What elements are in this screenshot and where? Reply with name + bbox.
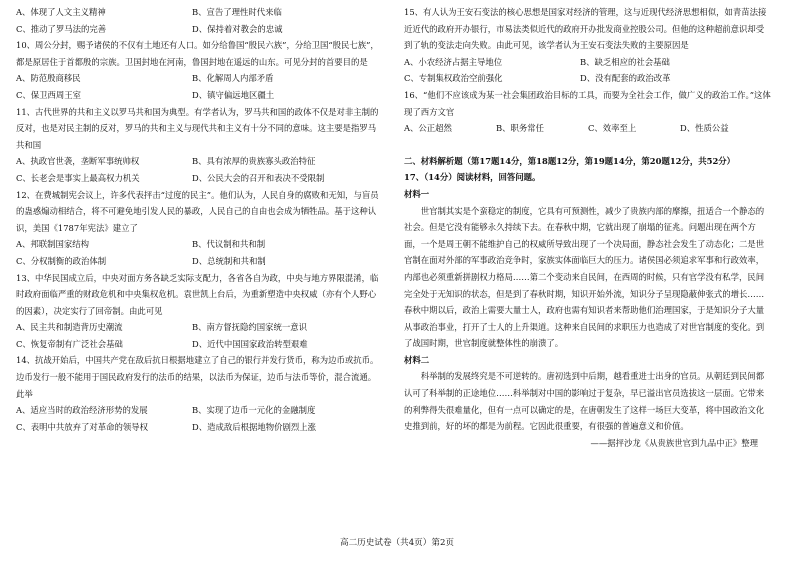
q13-options — [16, 319, 384, 352]
q14-option-d: D、造成敌后根据地物价剧烈上涨 — [192, 421, 316, 432]
q10-option-c: C、保卫西周王室 — [16, 89, 82, 100]
q12-option-d: D、总统制和共和制 — [192, 255, 266, 266]
q11-option-b: B、具有浓厚的贵族寡头政治特征 — [192, 156, 316, 167]
q10-stem: 10、周公分封，赐予诸侯的不仅有土地还有人口。如分给鲁国“殷民六族”，分给卫国“殷民七族”，都是原居住于首都殷的宗族。卫国封地在河南，鲁国封地在遥远的山东。可见分封的首要目的是 — [16, 40, 379, 67]
q11-option-c: C、长老会是事实上最高权力机关 — [16, 172, 140, 183]
q12-stem: 12、在费城制宪会议上，许多代表抨击“过度的民主”。他们认为，人民自身的腐败和无知，与盲员的蛊惑煽动相结合，将不可避免地引发人民的暴政，人民自己的自由也会成为牺牲品。基于这种认识，美国《1787年宪法》建立了 — [16, 189, 379, 233]
q10-options — [16, 70, 384, 103]
material-two-text: 科举制的发展终究是不可逆转的。唐初选到中后期，越看重进士出身的官员。从朝廷到民间都认可了科举制的正途地位……科举制对中国的影响过于复杂，早已溢出官员选拔这一层面。它带来的利弊得失很难量化，但有一点可以确定的是，在唐朝发生了这样一场巨大变革，将中国政治文化史推到前，好的坏的都是为前程。它因此很重要，有很强的普遍意义和价值。 — [404, 371, 765, 432]
q14-options — [16, 402, 384, 435]
q12-option-b: B、代议制和共和制 — [192, 239, 266, 250]
q9-option-a: A、体现了人文主义精神 — [16, 7, 106, 17]
material-two-source: ——据抨沙龙《从贵族世官到九品中正》整理 — [590, 437, 758, 448]
q15-option-b: B、缺乏相应的社会基础 — [580, 56, 670, 67]
q15-option-a: A、小农经济占据主导地位 — [404, 56, 503, 67]
q13-option-a: A、民主共和制造背历史潮流 — [16, 322, 123, 333]
q9-options — [16, 4, 384, 37]
q11-option-a: A、执政官世袭，垄断军事统帅权 — [16, 156, 140, 167]
q16-option-a: A、公正超然 — [404, 123, 452, 134]
right-column — [404, 4, 772, 451]
q14-option-b: B、实现了边币一元化的金融制度 — [192, 405, 316, 416]
q11-option-d: D、公民大会的召开和表决不受限制 — [192, 172, 325, 183]
q15-option-c: C、专制集权政治空前强化 — [404, 73, 503, 84]
q12-option-c: C、分权制衡的政治体制 — [16, 255, 107, 266]
q15-stem: 15、有人认为王安石变法的核心思想是国家对经济的管理，这与近现代经济思想相似，如青苗法接近近代的政府开办银行，市易法类似近代的政府开办批发商业控股公司。但他的这种超前意识却受到了轨的变法走向失败。由此可见，该学者认为王安石变法失败的主要原因是 — [404, 7, 767, 51]
left-column — [16, 4, 384, 435]
material-one-text: 世官制其实是个蛮稳定的制度，它具有可预测性，减少了贵族内部的摩擦，扭适合一个静态的社会。但是它没有能够永久持续下去。在春秋中期，它就出现了崩塌的征兆。问题出现在两个方面，一个是周王朝不能维护自己的权威所导致出现了一个决局面，静态社会发生了动态化；二是世官制在面对外部的军事政治竞争时，家族实体面临巨大的压力。诸侯国必须追求军事和行政效率，内部也必须重新拼剧权力格局……第二个变动来自民间，在西周的时候，只有官学没有私学，民间完全处于无知识的状态，但是到了春秋时期，知识开始外流，知识分子呈现隐蔽伸张式的增长……春秋中期以后，政治上需要大量士人，政府也需有知识者来帮助他们治理国家，于是知识分子大量从事政治事业，打开了士人的上升渠道。这种来自民间的求职压力也造成了对世官制度的变化。到了战国时期，世官制度就整体性的崩溃了。 — [404, 205, 765, 349]
q10-option-a: A、防范殷商移民 — [16, 73, 81, 84]
q17-heading: 17、（14分）阅读材料，回答问题。 — [404, 172, 541, 183]
q10-option-d: D、镇守偏远地区疆土 — [192, 89, 275, 100]
q9-option-c: C、推动了罗马法的完善 — [16, 23, 107, 34]
q16-options — [404, 120, 772, 137]
q12-option-a: A、邦联制国家结构 — [16, 239, 90, 250]
q9-option-b: B、宣告了理性时代来临 — [192, 7, 282, 17]
q16-option-b: B、职务常任 — [496, 123, 545, 134]
q11-options — [16, 153, 384, 186]
q13-stem: 13、中华民国成立后，中央对面方务各缺乏实际支配力，各省各自为政，中央与地方界限混淆，临时政府面临严重的财政危机和中央集权危机。袁世凯上台后，为重新塑造中央权威（亦有个人野心的因素），决定实行了回帝制。由此可见 — [16, 272, 379, 316]
q15-options — [404, 54, 772, 87]
q12-options — [16, 236, 384, 269]
material-two-label: 材料二 — [404, 354, 430, 365]
q10-option-b: B、化解周人内部矛盾 — [192, 73, 274, 84]
q16-stem: 16、“他们不应该成为某一社会集团政治目标的工具，而要为全社会工作，做广义的政治工作。”这体现了西方文官 — [404, 89, 771, 117]
q14-option-c: C、表明中共放弃了对革命的领导权 — [16, 421, 149, 432]
q13-option-d: D、近代中国国家政治转型艰难 — [192, 338, 308, 349]
q14-stem: 14、抗战开始后，中国共产党在敌后抗日根据地建立了自己的银行并发行货币，称为边币或抗币。边币发行一般不能用于国民政府发行的法币的结果，以法币为保证，边币与法币等价，混合流通。此举 — [16, 355, 379, 399]
page-footer: 高二历史试卷（共4页）第2页 — [339, 538, 455, 548]
q16-option-c: C、效率至上 — [588, 123, 637, 134]
q13-option-c: C、恢复帝制有广泛社会基础 — [16, 338, 123, 349]
q16-option-d: D、性质公益 — [680, 123, 729, 134]
q11-stem: 11、古代世界的共和主义以罗马共和国为典型。有学者认为，罗马共和国的政体不仅是对非主制的反对，也是对民主制的反对，罗马的共和主义与现代共和主义有十分不同的意味。这主要是指罗马共和国 — [16, 106, 379, 150]
q13-option-b: B、南方督抚隐约国家统一意识 — [192, 322, 308, 333]
q14-option-a: A、适应当时的政治经济形势的发展 — [16, 405, 148, 416]
material-one-label: 材料一 — [404, 188, 430, 199]
q9-option-d: D、保持着对教会的忠诚 — [192, 23, 283, 34]
section-heading: 二、材料解析题（第17题14分，第18题12分，第19题14分，第20题12分，共52分） — [404, 155, 736, 166]
q15-option-d: D、没有配套的政治改革 — [580, 73, 671, 84]
